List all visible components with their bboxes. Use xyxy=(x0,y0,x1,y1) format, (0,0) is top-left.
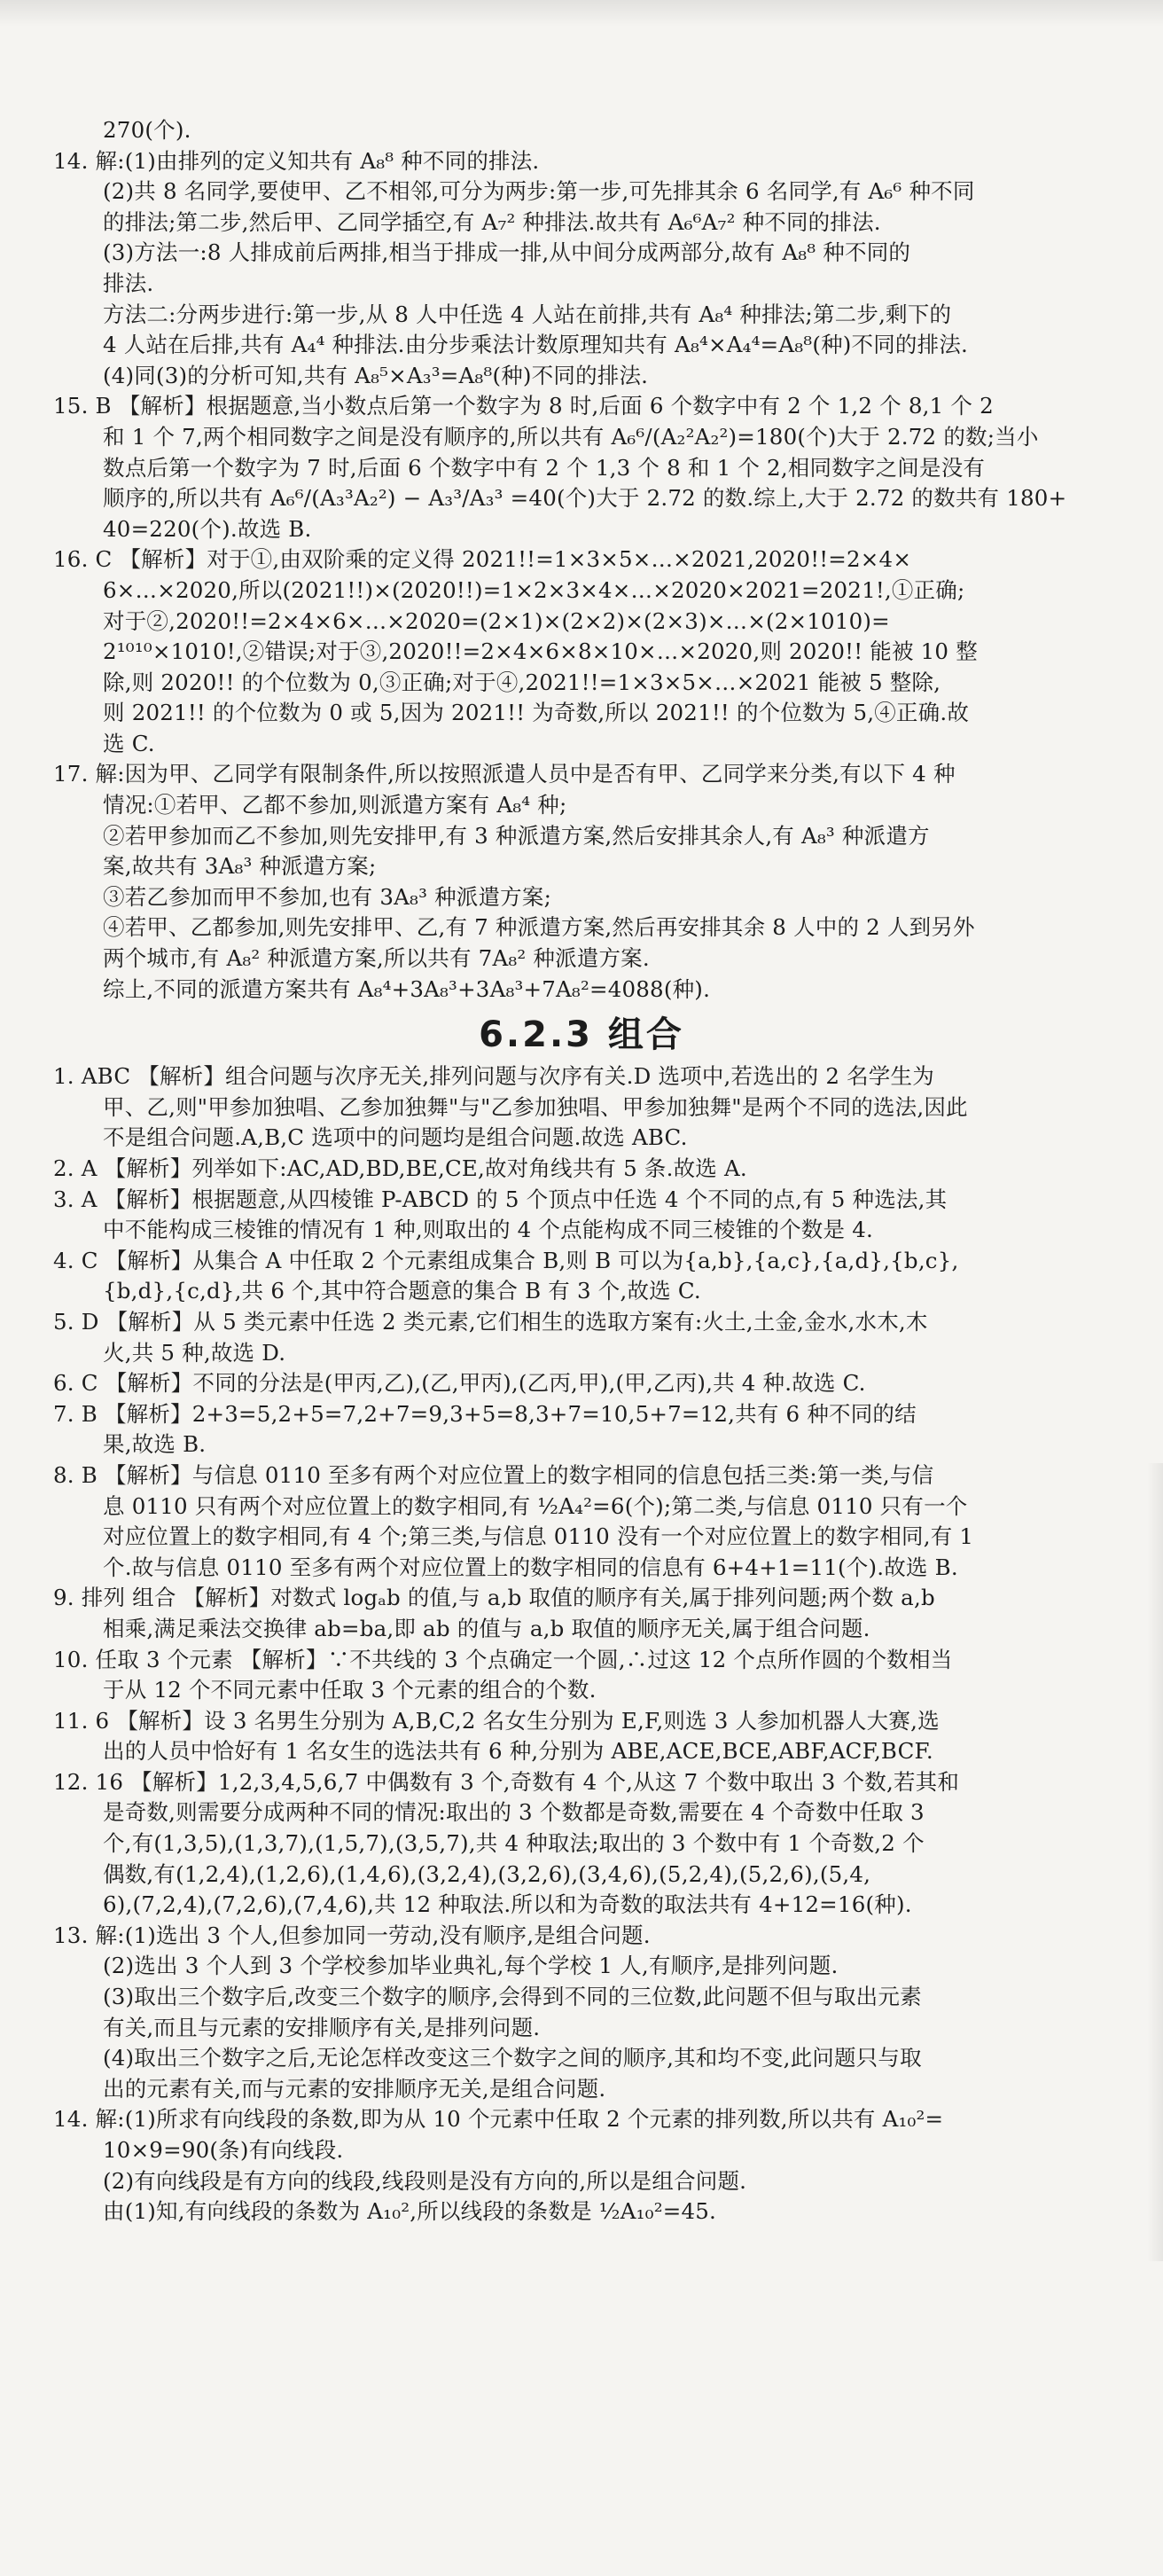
answer-item-start: 17. 解:因为甲、乙同学有限制条件,所以按照派遣人员中是否有甲、乙同学来分类,有以下 4 种 xyxy=(53,761,956,787)
answer-line: ③若乙参加而甲不参加,也有 3A₈³ 种派遣方案; xyxy=(103,883,552,910)
answer-item-start: 4. C 【解析】从集合 A 中任取 2 个元素组成集合 B,则 B 可以为{a,b},{a,c},{a,d},{b,c}, xyxy=(53,1247,959,1273)
answer-line: 综上,不同的派遣方案共有 A₈⁴+3A₈³+3A₈³+7A₈²=4088(种). xyxy=(103,975,711,1002)
answer-line: 果,故选 B. xyxy=(103,1431,207,1458)
answer-line: 选 C. xyxy=(103,730,155,756)
answers-section-6-2-2 xyxy=(53,115,1110,1005)
answer-line: 出的人员中恰好有 1 名女生的选法共有 6 种,分别为 ABE,ACE,BCE,ABF,ACF,BCF. xyxy=(103,1738,933,1765)
answer-line: 火,共 5 种,故选 D. xyxy=(103,1339,286,1366)
answer-line: 和 1 个 7,两个相同数字之间是没有顺序的,所以共有 A₆⁶/(A₂²A₂²)=180(个)大于 2.72 的数;当小 xyxy=(103,423,1039,450)
answer-item-start: 1. ABC 【解析】组合问题与次序无关,排列问题与次序有关.D 选项中,若选出的 2 名学生为 xyxy=(53,1063,934,1090)
answer-line: (2)选出 3 个人到 3 个学校参加毕业典礼,每个学校 1 人,有顺序,是排列问题. xyxy=(103,1953,839,1979)
answer-line: 2¹⁰¹⁰×1010!,②错误;对于③,2020!!=2×4×6×8×10×…×2020,则 2020!! 能被 10 整 xyxy=(103,638,978,665)
answer-item-start: 14. 解:(1)所求有向线段的条数,即为从 10 个元素中任取 2 个元素的排列数,所以共有 A₁₀²= xyxy=(53,2106,944,2133)
answer-line: 不是组合问题.A,B,C 选项中的问题均是组合问题.故选 ABC. xyxy=(103,1124,688,1151)
answer-line: 由(1)知,有向线段的条数为 A₁₀²,所以线段的条数是 ½A₁₀²=45. xyxy=(103,2198,717,2225)
answer-line: 情况:①若甲、乙都不参加,则派遣方案有 A₈⁴ 种; xyxy=(103,792,567,818)
answer-item-start: 13. 解:(1)选出 3 个人,但参加同一劳动,没有顺序,是组合问题. xyxy=(53,1922,651,1948)
answer-line: ②若甲参加而乙不参加,则先安排甲,有 3 种派遣方案,然后安排其余人,有 A₈³ 种派遣方 xyxy=(103,822,930,849)
answer-line: 6),(7,2,4),(7,2,6),(7,4,6),共 12 种取法.所以和为奇数的取法共有 4+12=16(种). xyxy=(103,1891,912,1918)
answer-line: 则 2021!! 的个位数为 0 或 5,因为 2021!! 为奇数,所以 2021!! 的个位数为 5,④正确.故 xyxy=(103,700,970,726)
answer-line: 案,故共有 3A₈³ 种派遣方案; xyxy=(103,853,377,880)
answer-item-start: 5. D 【解析】从 5 类元素中任选 2 类元素,它们相生的选取方案有:火土,土金,金水,水木,木 xyxy=(53,1308,928,1335)
answer-item-start: 7. B 【解析】2+3=5,2+5=7,2+7=9,3+5=8,3+7=10,5+7=12,共有 6 种不同的结 xyxy=(53,1400,917,1427)
answer-item-start: 8. B 【解析】与信息 0110 至多有两个对应位置上的数字相同的信息包括三类:第一类,与信 xyxy=(53,1461,934,1488)
answer-item-start: 15. B 【解析】根据题意,当小数点后第一个数字为 8 时,后面 6 个数字中有 2 个 1,2 个 8,1 个 2 xyxy=(53,393,994,419)
answer-line: 两个城市,有 A₈² 种派遣方案,所以共有 7A₈² 种派遣方案. xyxy=(103,945,650,972)
answer-line: 出的元素有关,而与元素的安排顺序无关,是组合问题. xyxy=(103,2075,606,2102)
answer-item-start: 6. C 【解析】不同的分法是(甲丙,乙),(乙,甲丙),(乙丙,甲),(甲,乙丙),共 4 种.故选 C. xyxy=(53,1370,866,1397)
page-edge-shadow xyxy=(1147,1463,1163,2261)
answer-line: 40=220(个).故选 B. xyxy=(103,515,312,542)
answer-line: ④若甲、乙都参加,则先安排甲、乙,有 7 种派遣方案,然后再安排其余 8 人中的 2 人到另外 xyxy=(103,914,975,941)
answer-line: 息 0110 只有两个对应位置上的数字相同,有 ½A₄²=6(个);第二类,与信息 0110 只有一个 xyxy=(103,1492,968,1519)
answer-item-start: 10. 任取 3 个元素 【解析】∵不共线的 3 个点确定一个圆,∴过这 12 个点所作圆的个数相当 xyxy=(53,1646,953,1672)
answer-item-start: 14. 解:(1)由排列的定义知共有 A₈⁸ 种不同的排法. xyxy=(53,147,540,174)
answer-line: 6×…×2020,所以(2021!!)×(2020!!)=1×2×3×4×…×2020×2021=2021!,①正确; xyxy=(103,576,965,603)
answer-line: {b,d},{c,d},共 6 个,其中符合题意的集合 B 有 3 个,故选 C. xyxy=(103,1278,701,1304)
answer-line: 排法. xyxy=(103,270,154,296)
answer-line: 顺序的,所以共有 A₆⁶/(A₃³A₂²) − A₃³/A₃³ =40(个)大于 2.72 的数.综上,大于 2.72 的数共有 180+ xyxy=(103,485,1067,512)
answer-item-start: 16. C 【解析】对于①,由双阶乘的定义得 2021!!=1×3×5×…×2021,2020!!=2×4× xyxy=(53,546,912,573)
answer-line: (2)有向线段是有方向的线段,线段则是没有方向的,所以是组合问题. xyxy=(103,2167,747,2194)
answer-line: 除,则 2020!! 的个位数为 0,③正确;对于④,2021!!=1×3×5×…×2021 能被 5 整除, xyxy=(103,669,941,695)
answer-line: 的排法;第二步,然后甲、乙同学插空,有 A₇² 种排法.故共有 A₆⁶A₇² 种不同的排法. xyxy=(103,208,881,235)
answer-line: 10×9=90(条)有向线段. xyxy=(103,2137,344,2163)
answer-line: 个,有(1,3,5),(1,3,7),(1,5,7),(3,5,7),共 4 种取法;取出的 3 个数中有 1 个奇数,2 个 xyxy=(103,1830,925,1857)
answers-section-6-2-3 xyxy=(53,1061,1110,2228)
answer-item-start: 9. 排列 组合 【解析】对数式 logₐb 的值,与 a,b 取值的顺序有关,属于排列问题;两个数 a,b xyxy=(53,1585,935,1611)
answer-line: 相乘,满足乘法交换律 ab=ba,即 ab 的值与 a,b 取值的顺序无关,属于组合问题. xyxy=(103,1615,870,1641)
answer-line: 偶数,有(1,2,4),(1,2,6),(1,4,6),(3,2,4),(3,2,6),(3,4,6),(5,2,4),(5,2,6),(5,4, xyxy=(103,1860,871,1887)
answer-line: 甲、乙,则"甲参加独唱、乙参加独舞"与"乙参加独唱、甲参加独舞"是两个不同的选法,因此 xyxy=(103,1093,968,1120)
answer-line: 270(个). xyxy=(103,117,191,143)
answer-line: 对应位置上的数字相同,有 4 个;第三类,与信息 0110 没有一个对应位置上的数字相同,有 1 xyxy=(103,1523,974,1550)
answer-line: (4)同(3)的分析可知,共有 A₈⁵×A₃³=A₈⁸(种)不同的排法. xyxy=(103,362,649,388)
answer-line: 对于②,2020!!=2×4×6×…×2020=(2×1)×(2×2)×(2×3)×…×(2×1010)= xyxy=(103,607,890,634)
answer-line: 4 人站在后排,共有 A₄⁴ 种排法.由分步乘法计数原理知共有 A₈⁴×A₄⁴=A₈⁸(种)不同的排法. xyxy=(103,332,969,358)
answer-item-start: 2. A 【解析】列举如下:AC,AD,BD,BE,CE,故对角线共有 5 条.故选 A. xyxy=(53,1155,747,1181)
answer-line: (3)取出三个数字后,改变三个数字的顺序,会得到不同的三位数,此问题不但与取出元素 xyxy=(103,1984,922,2010)
answer-line: 方法二:分两步进行:第一步,从 8 人中任选 4 人站在前排,共有 A₈⁴ 种排法;第二步,剩下的 xyxy=(103,301,952,327)
answer-item-start: 3. A 【解析】根据题意,从四棱锥 P-ABCD 的 5 个顶点中任选 4 个不同的点,有 5 种选法,其 xyxy=(53,1186,948,1212)
answer-line: (2)共 8 名同学,要使甲、乙不相邻,可分为两步:第一步,可先排其余 6 名同学,有 A₆⁶ 种不同 xyxy=(103,178,975,205)
answer-line: 有关,而且与元素的安排顺序有关,是排列问题. xyxy=(103,2014,541,2040)
section-title: 6.2.3 组合 xyxy=(479,1014,684,1056)
answer-line: 于从 12 个不同元素中任取 3 个元素的组合的个数. xyxy=(103,1677,597,1703)
answer-line: 是奇数,则需要分成两种不同的情况:取出的 3 个数都是奇数,需要在 4 个奇数中任取 3 xyxy=(103,1799,925,1826)
answer-line: 中不能构成三棱锥的情况有 1 种,则取出的 4 个点能构成不同三棱锥的个数是 4. xyxy=(103,1217,873,1243)
answer-line: 数点后第一个数字为 7 时,后面 6 个数字中有 2 个 1,3 个 8 和 1 个 2,相同数字之间是没有 xyxy=(103,454,986,481)
answer-line: (3)方法一:8 人排成前后两排,相当于排成一排,从中间分成两部分,故有 A₈⁸ 种不同的 xyxy=(103,239,911,266)
answer-item-start: 12. 16 【解析】1,2,3,4,5,6,7 中偶数有 3 个,奇数有 4 个,从这 7 个数中取出 3 个数,若其和 xyxy=(53,1768,960,1795)
answer-line: (4)取出三个数字之后,无论怎样改变这三个数字之间的顺序,其和均不变,此问题只与取 xyxy=(103,2045,922,2071)
answer-line: 个.故与信息 0110 至多有两个对应位置上的数字相同的信息有 6+4+1=11(个).故选 B. xyxy=(103,1554,958,1580)
answer-item-start: 11. 6 【解析】设 3 名男生分别为 A,B,C,2 名女生分别为 E,F,则选 3 人参加机器人大赛,选 xyxy=(53,1707,940,1734)
